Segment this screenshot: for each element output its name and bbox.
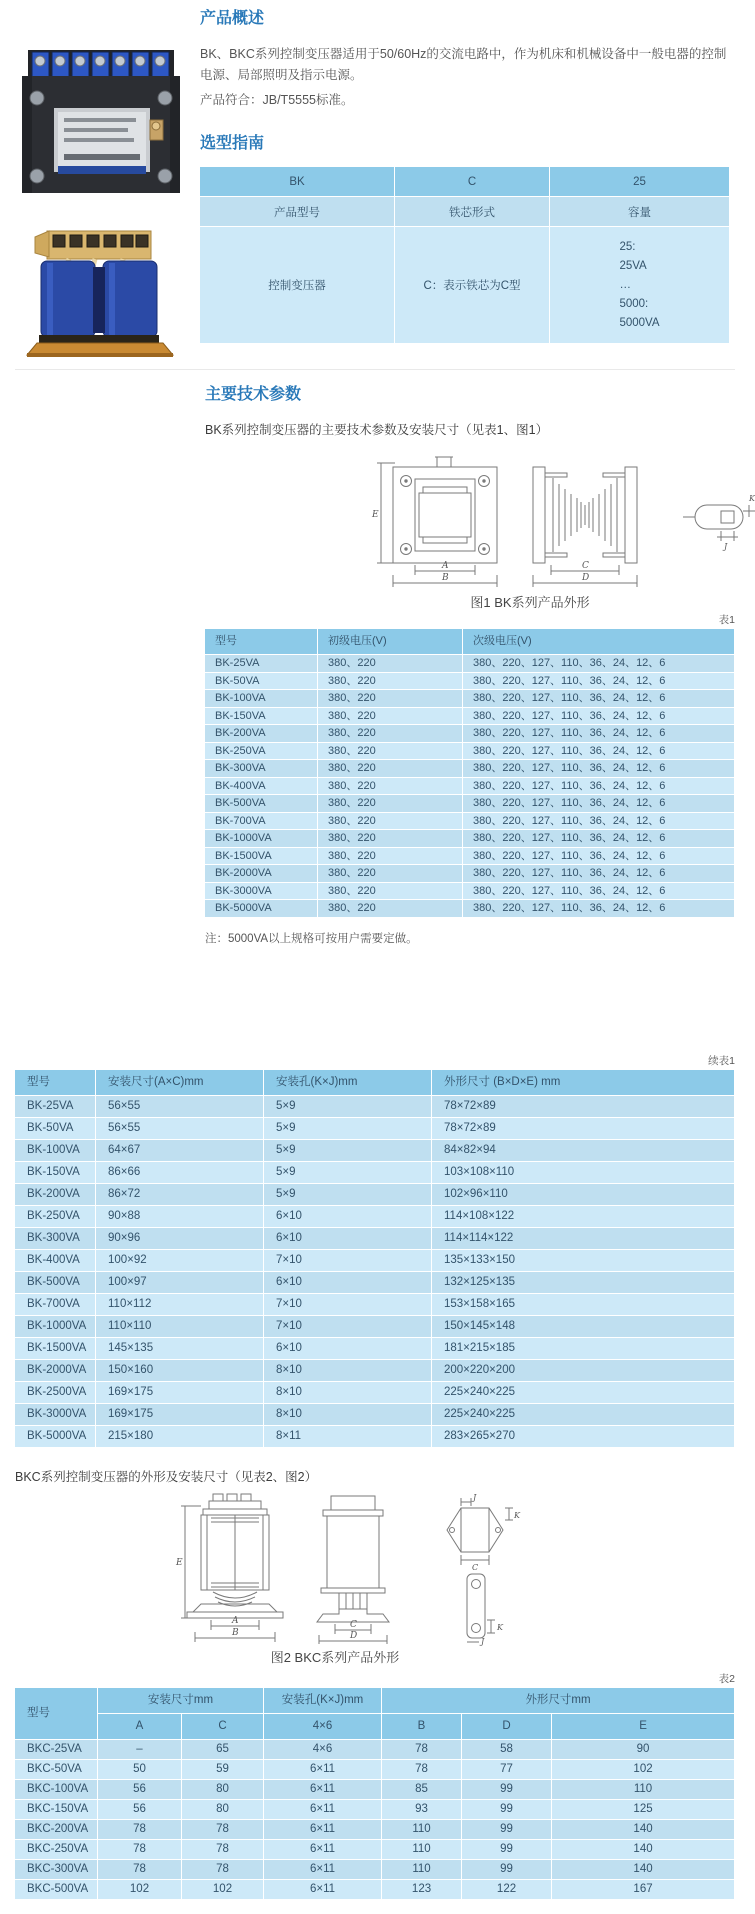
table-cell: 56×55 [96, 1118, 264, 1140]
table-cell: 283×265×270 [432, 1426, 735, 1448]
table-cell: 145×135 [96, 1338, 264, 1360]
table-cell: 380、220、127、110、36、24、12、6 [463, 725, 735, 743]
table-cell: 100×97 [96, 1272, 264, 1294]
model-cell: BKC-150VA [15, 1800, 98, 1820]
table-cell: 150×145×148 [432, 1316, 735, 1338]
table-row [205, 848, 735, 866]
model-cell: BK-5000VA [205, 900, 318, 918]
table-cell: 380、220、127、110、36、24、12、6 [463, 795, 735, 813]
table-row [205, 760, 735, 778]
model-cell: BK-3000VA [15, 1404, 96, 1426]
table-cell: 380、220、127、110、36、24、12、6 [463, 690, 735, 708]
table-cell: 5×9 [264, 1140, 432, 1162]
cont-table-header-row [15, 1070, 735, 1096]
table-cell: 4×6 [264, 1740, 382, 1760]
selection-label-row [200, 197, 730, 227]
selection-guide-table [200, 167, 730, 344]
header-cell: 安装尺寸(A×C)mm [96, 1070, 264, 1096]
table-cell: 50 [98, 1760, 182, 1780]
table-cell: 6×10 [264, 1338, 432, 1360]
table-row [15, 1272, 735, 1294]
text-line: 25: [619, 240, 636, 253]
table-row [205, 655, 735, 673]
detail-core-cell: C：表示铁芯为C型 [395, 227, 550, 344]
table2-label: 表2 [718, 1672, 735, 1685]
table-cell: 56 [98, 1800, 182, 1820]
table-cell: 90×88 [96, 1206, 264, 1228]
header-cell: B [382, 1714, 462, 1740]
table-cell: 380、220、127、110、36、24、12、6 [463, 778, 735, 796]
table-cell: 7×10 [264, 1250, 432, 1272]
model-cell: BK-700VA [205, 813, 318, 831]
table-cell: 6×11 [264, 1800, 382, 1820]
table-cell: 7×10 [264, 1294, 432, 1316]
model-cell: BKC-25VA [15, 1740, 98, 1760]
table-cell: 380、220 [318, 830, 463, 848]
table-cell: 102 [98, 1880, 182, 1900]
table-row [15, 1162, 735, 1184]
table-row [15, 1840, 735, 1860]
table-cell: 84×82×94 [432, 1140, 735, 1162]
table-cell: 78 [182, 1860, 264, 1880]
table-cell: 380、220、127、110、36、24、12、6 [463, 848, 735, 866]
table-cell: 78 [98, 1860, 182, 1880]
header-cell: 次级电压(V) [463, 629, 735, 655]
table-cell: 8×11 [264, 1426, 432, 1448]
table-row [15, 1228, 735, 1250]
table-row [15, 1360, 735, 1382]
header-cell: 外形尺寸 (B×D×E) mm [432, 1070, 735, 1096]
table-row [15, 1860, 735, 1880]
model-cell: BKC-300VA [15, 1860, 98, 1880]
table-cell: 380、220 [318, 900, 463, 918]
model-cell: BK-25VA [15, 1096, 96, 1118]
table2-outline-header: 外形尺寸mm [382, 1688, 735, 1714]
tech-intro: BK系列控制变压器的主要技术参数及安装尺寸（见表1、图1） [205, 423, 549, 437]
table-cell: 90×96 [96, 1228, 264, 1250]
model-cell: BKC-500VA [15, 1880, 98, 1900]
table-cell: 7×10 [264, 1316, 432, 1338]
text-line: … [619, 278, 631, 291]
overview-standard: 产品符合：JB/T5555标准。 [200, 93, 354, 107]
table-cell: 380、220 [318, 690, 463, 708]
table-cell: 6×11 [264, 1860, 382, 1880]
table1-label: 表1 [718, 614, 735, 626]
table-cell: 114×108×122 [432, 1206, 735, 1228]
model-cell: BK-1000VA [15, 1316, 96, 1338]
dim-label-b: B [442, 573, 449, 583]
table-cell: 78 [98, 1840, 182, 1860]
table-cell: 380、220 [318, 673, 463, 691]
table-cell: 100×92 [96, 1250, 264, 1272]
model-cell: BKC-200VA [15, 1820, 98, 1840]
table-cell: 5×9 [264, 1184, 432, 1206]
table-row [15, 1294, 735, 1316]
table-cell: 123 [382, 1880, 462, 1900]
selection-title: 选型指南 [200, 135, 265, 152]
header-cell: 型号 [205, 629, 318, 655]
table-cell: 167 [552, 1880, 735, 1900]
top-section [0, 10, 750, 363]
code-cell: BK [200, 167, 395, 197]
dim-label-e: E [372, 510, 379, 520]
table-cell: 78×72×89 [432, 1118, 735, 1140]
table-cell: 8×10 [264, 1382, 432, 1404]
table-cell: 380、220、127、110、36、24、12、6 [463, 655, 735, 673]
model-cell: BKC-50VA [15, 1760, 98, 1780]
dim-label-k: K [749, 494, 755, 503]
dim-label-c: C [582, 561, 589, 571]
table-cell: 110×112 [96, 1294, 264, 1316]
table-cell: 80 [182, 1800, 264, 1820]
tech-title: 主要技术参数 [205, 386, 302, 403]
table-row [205, 673, 735, 691]
table-cell: 150×160 [96, 1360, 264, 1382]
dim-label-a: A [442, 561, 449, 571]
table-cell: 110 [382, 1840, 462, 1860]
product-photo-column [0, 10, 200, 363]
table-cell: 102 [552, 1760, 735, 1780]
table-cell: 132×125×135 [432, 1272, 735, 1294]
dim-label-j: J [724, 542, 728, 551]
table-cell: 59 [182, 1760, 264, 1780]
table-cell: 225×240×225 [432, 1404, 735, 1426]
model-cell: BK-400VA [15, 1250, 96, 1272]
model-cell: BK-50VA [205, 673, 318, 691]
table2-sub-header-row [15, 1714, 735, 1740]
table-row [205, 830, 735, 848]
model-cell: BK-2000VA [15, 1360, 96, 1382]
table-cell: 6×11 [264, 1780, 382, 1800]
table-cell: 181×215×185 [432, 1338, 735, 1360]
figure2-bkc-outline-drawing [15, 1492, 715, 1644]
table-cell: 78×72×89 [432, 1096, 735, 1118]
dimension-section [15, 1054, 735, 1900]
model-cell: BK-1500VA [205, 848, 318, 866]
table-cell: 6×11 [264, 1880, 382, 1900]
table-cell: 99 [462, 1860, 552, 1880]
model-cell: BK-300VA [15, 1228, 96, 1250]
table2-model-header: 型号 [15, 1688, 98, 1740]
table-cell: 380、220 [318, 883, 463, 901]
table-cell: 78 [182, 1840, 264, 1860]
table1-note: 注：5000VA以上规格可按用户需要定做。 [205, 932, 418, 945]
table-row [15, 1096, 735, 1118]
table-cell: 225×240×225 [432, 1382, 735, 1404]
table-cell: 5×9 [264, 1118, 432, 1140]
table-cell: 110 [552, 1780, 735, 1800]
model-cell: BK-150VA [205, 708, 318, 726]
table-cell: 135×133×150 [432, 1250, 735, 1272]
table-cell: 99 [462, 1820, 552, 1840]
table-row [15, 1740, 735, 1760]
dim-label-k3: K [497, 1622, 503, 1632]
table-cell: 380、220、127、110、36、24、12、6 [463, 865, 735, 883]
bkc-dimension-table [15, 1688, 735, 1900]
dim-label-c3: C [472, 1562, 479, 1572]
model-cell: BK-200VA [205, 725, 318, 743]
table-cell: 380、220 [318, 795, 463, 813]
table-row [15, 1184, 735, 1206]
table-row [205, 690, 735, 708]
table-cell: 99 [462, 1800, 552, 1820]
table-cell: 380、220 [318, 743, 463, 761]
table-cell: 6×11 [264, 1760, 382, 1780]
table-cell: 140 [552, 1840, 735, 1860]
table-row [15, 1140, 735, 1162]
table-row [205, 795, 735, 813]
table-cell: 380、220、127、110、36、24、12、6 [463, 883, 735, 901]
bk-product-photo [22, 48, 180, 193]
table-cell: 380、220、127、110、36、24、12、6 [463, 760, 735, 778]
model-cell: BK-300VA [205, 760, 318, 778]
table-row [15, 1118, 735, 1140]
table-cell: 6×11 [264, 1840, 382, 1860]
table-row [15, 1880, 735, 1900]
table-cell: 110×110 [96, 1316, 264, 1338]
table-cell: 99 [462, 1840, 552, 1860]
label-cell: 铁芯形式 [395, 197, 550, 227]
table-cell: 99 [462, 1780, 552, 1800]
table-cell: 215×180 [96, 1426, 264, 1448]
table-cell: 90 [552, 1740, 735, 1760]
overview-title: 产品概述 [200, 10, 265, 27]
model-cell: BK-250VA [205, 743, 318, 761]
table-cell: 380、220 [318, 778, 463, 796]
model-cell: BK-1000VA [205, 830, 318, 848]
model-cell: BK-25VA [205, 655, 318, 673]
table-row [15, 1800, 735, 1820]
table-cell: 5×9 [264, 1162, 432, 1184]
label-cell: 产品型号 [200, 197, 395, 227]
table-cell: 200×220×200 [432, 1360, 735, 1382]
table2-hole-header: 安装孔(K×J)mm [264, 1688, 382, 1714]
table-cell: 114×114×122 [432, 1228, 735, 1250]
header-cell: 型号 [15, 1070, 96, 1096]
text-line: 25VA [619, 259, 647, 272]
dim-label-k2: K [514, 1510, 520, 1520]
table-cell: 380、220、127、110、36、24、12、6 [463, 900, 735, 918]
table-cell: 8×10 [264, 1404, 432, 1426]
table-cell: 78 [382, 1760, 462, 1780]
header-cell: 4×6 [264, 1714, 382, 1740]
bkc-product-photo [25, 223, 175, 363]
capacity-lines [619, 238, 659, 333]
dim-label-c2: C [350, 1619, 357, 1630]
table-cell: 140 [552, 1860, 735, 1880]
table-row [15, 1206, 735, 1228]
table-row [15, 1780, 735, 1800]
table-cell: 380、220、127、110、36、24、12、6 [463, 813, 735, 831]
table2-group-header-row [15, 1688, 735, 1714]
table-cell: 78 [98, 1820, 182, 1840]
table-cell: 103×108×110 [432, 1162, 735, 1184]
table-cell: 380、220、127、110、36、24、12、6 [463, 830, 735, 848]
table-cell: 380、220 [318, 655, 463, 673]
dim-label-d: D [582, 573, 590, 583]
detail-model-cell: 控制变压器 [200, 227, 395, 344]
model-cell: BK-1500VA [15, 1338, 96, 1360]
bkc-intro: BKC系列控制变压器的外形及安装尺寸（见表2、图2） [15, 1469, 318, 1484]
header-cell: 初级电压(V) [318, 629, 463, 655]
tech-params-section [205, 386, 755, 946]
dim-label-b2: B [232, 1627, 239, 1638]
model-cell: BK-700VA [15, 1294, 96, 1316]
selection-code-row [200, 167, 730, 197]
table-cell: 110 [382, 1820, 462, 1840]
table-row [15, 1404, 735, 1426]
section-divider [15, 369, 735, 370]
table-cell: 380、220 [318, 865, 463, 883]
table-row [205, 900, 735, 918]
table-cell: 78 [182, 1820, 264, 1840]
table-row [15, 1338, 735, 1360]
table-cell: 64×67 [96, 1140, 264, 1162]
model-cell: BK-2500VA [15, 1382, 96, 1404]
table1-header-row [205, 629, 735, 655]
table-row [15, 1760, 735, 1780]
model-cell: BK-150VA [15, 1162, 96, 1184]
table1-cont-label: 续表1 [708, 1054, 735, 1067]
table-cell: 6×11 [264, 1820, 382, 1840]
table-cell: 86×72 [96, 1184, 264, 1206]
table-row [205, 778, 735, 796]
model-cell: BK-200VA [15, 1184, 96, 1206]
table-cell: 125 [552, 1800, 735, 1820]
table-cell: 65 [182, 1740, 264, 1760]
table-row [205, 708, 735, 726]
text-line: 5000: [619, 297, 649, 310]
table-cell: 5×9 [264, 1096, 432, 1118]
table-cell: – [98, 1740, 182, 1760]
dim-label-j2: J [473, 1492, 477, 1502]
selection-detail-row [200, 227, 730, 344]
table-row [15, 1316, 735, 1338]
figure2-caption: 图2 BKC系列产品外形 [270, 1649, 400, 1665]
table-cell: 8×10 [264, 1360, 432, 1382]
table-cell: 153×158×165 [432, 1294, 735, 1316]
table-row [205, 813, 735, 831]
table-cell: 380、220 [318, 760, 463, 778]
table-cell: 102×96×110 [432, 1184, 735, 1206]
model-cell: BK-250VA [15, 1206, 96, 1228]
model-cell: BKC-100VA [15, 1780, 98, 1800]
table-cell: 77 [462, 1760, 552, 1780]
table-row [205, 883, 735, 901]
table-cell: 6×10 [264, 1272, 432, 1294]
table-row [205, 865, 735, 883]
table-cell: 380、220 [318, 848, 463, 866]
table-cell: 6×10 [264, 1228, 432, 1250]
table-cell: 102 [182, 1880, 264, 1900]
table-row [15, 1820, 735, 1840]
model-cell: BK-50VA [15, 1118, 96, 1140]
dim-label-e2: E [176, 1557, 183, 1568]
table2-install-header: 安装尺寸mm [98, 1688, 264, 1714]
figure1-caption: 图1 BK系列产品外形 [470, 595, 590, 610]
table-cell: 169×175 [96, 1382, 264, 1404]
text-line: 5000VA [619, 316, 660, 329]
model-cell: BK-5000VA [15, 1426, 96, 1448]
table-cell: 58 [462, 1740, 552, 1760]
table-cell: 380、220、127、110、36、24、12、6 [463, 708, 735, 726]
overview-body: BK、BKC系列控制变压器适用于50/60Hz的交流电路中，作为机床和机械设备中一般电器的控制电源、局部照明及指示电源。 [200, 47, 727, 82]
table-cell: 6×10 [264, 1206, 432, 1228]
header-cell: 安装孔(K×J)mm [264, 1070, 432, 1096]
table-cell: 380、220、127、110、36、24、12、6 [463, 673, 735, 691]
header-cell: D [462, 1714, 552, 1740]
table-cell: 80 [182, 1780, 264, 1800]
dim-label-d2: D [350, 1630, 358, 1641]
header-cell: E [552, 1714, 735, 1740]
table-cell: 78 [382, 1740, 462, 1760]
bk-voltage-table [205, 629, 735, 918]
model-cell: BKC-250VA [15, 1840, 98, 1860]
dim-label-a2: A [232, 1615, 239, 1626]
table-row [205, 743, 735, 761]
table-cell: 86×66 [96, 1162, 264, 1184]
table-cell: 56 [98, 1780, 182, 1800]
bk-dimension-table [15, 1070, 735, 1448]
model-cell: BK-3000VA [205, 883, 318, 901]
table-cell: 380、220、127、110、36、24、12、6 [463, 743, 735, 761]
model-cell: BK-500VA [205, 795, 318, 813]
terminal-blocks [32, 52, 169, 77]
top-right-column [200, 10, 730, 363]
table-row [15, 1382, 735, 1404]
table-cell: 110 [382, 1860, 462, 1880]
header-cell: A [98, 1714, 182, 1740]
table-cell: 169×175 [96, 1404, 264, 1426]
model-cell: BK-400VA [205, 778, 318, 796]
model-cell: BK-100VA [205, 690, 318, 708]
code-cell: 25 [550, 167, 730, 197]
table-row [15, 1426, 735, 1448]
model-cell: BK-100VA [15, 1140, 96, 1162]
label-cell: 容量 [550, 197, 730, 227]
detail-capacity-cell [550, 227, 730, 344]
table-cell: 380、220 [318, 708, 463, 726]
table-cell: 380、220 [318, 813, 463, 831]
table-cell: 85 [382, 1780, 462, 1800]
model-cell: BK-500VA [15, 1272, 96, 1294]
table-cell: 140 [552, 1820, 735, 1840]
header-cell: C [182, 1714, 264, 1740]
dim-label-j3: J [481, 1636, 485, 1646]
table-cell: 122 [462, 1880, 552, 1900]
table-cell: 93 [382, 1800, 462, 1820]
table-row [205, 725, 735, 743]
figure1-bk-outline-drawing [365, 447, 755, 589]
model-cell: BK-2000VA [205, 865, 318, 883]
code-cell: C [395, 167, 550, 197]
table-cell: 380、220 [318, 725, 463, 743]
table-row [15, 1250, 735, 1272]
table-cell: 56×55 [96, 1096, 264, 1118]
